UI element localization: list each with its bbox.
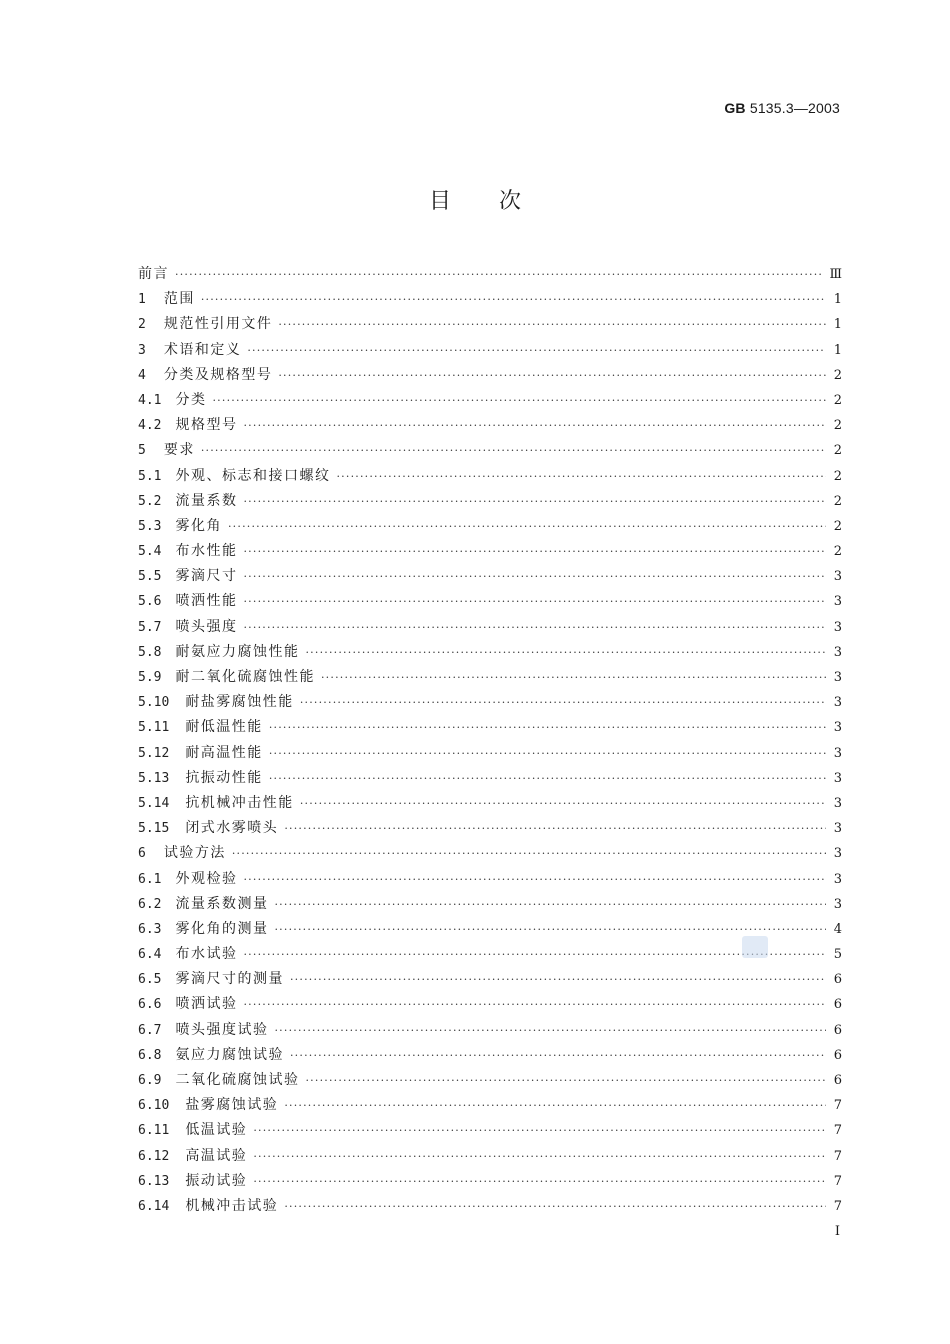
toc-entry-number: 6.7 (138, 1022, 162, 1038)
toc-entry-label: 喷头强度试验 (175, 1021, 269, 1038)
toc-entry-number: 5.14 (138, 795, 170, 811)
toc-entry-number: 4.2 (138, 418, 162, 434)
toc-entry-label: 规范性引用文件 (163, 316, 273, 333)
toc-entry-label: 耐盐雾腐蚀性能 (185, 694, 294, 711)
toc-leader-dots (278, 312, 826, 337)
toc-entry[interactable] (138, 1068, 842, 1093)
toc-leader-dots (278, 363, 826, 388)
toc-entry-page: 5 (833, 947, 842, 963)
toc-entry[interactable] (138, 514, 842, 539)
toc-entry-page: 1 (833, 317, 842, 333)
toc-entry-page: 6 (833, 1073, 842, 1088)
toc-leader-dots (232, 841, 826, 866)
toc-entry-page: 4 (833, 921, 842, 937)
toc-entry-label: 术语和定义 (163, 341, 242, 358)
toc-entry-label: 分类及规格型号 (163, 366, 273, 383)
toc-entry-number: 6.5 (138, 972, 162, 988)
toc-entry-label: 要求 (163, 442, 195, 459)
toc-leader-dots (243, 992, 826, 1017)
toc-entry-number: 6.4 (138, 947, 162, 963)
toc-leader-dots (243, 413, 826, 438)
toc-entry-label: 雾滴尺寸的测量 (175, 971, 284, 988)
toc-entry-label: 耐氨应力腐蚀性能 (175, 643, 300, 660)
toc-entry[interactable] (138, 992, 842, 1017)
toc-leader-dots (284, 1194, 826, 1219)
toc-entry[interactable] (138, 312, 842, 337)
toc-entry-number: 5.4 (138, 544, 162, 560)
toc-entry-page: 2 (833, 392, 842, 408)
toc-entry-number: 6.9 (138, 1073, 162, 1088)
toc-entry-number: 5.1 (138, 468, 162, 484)
toc-leader-dots (201, 438, 826, 463)
toc-entry-label: 盐雾腐蚀试验 (185, 1097, 279, 1114)
toc-entry-label: 布水试验 (175, 946, 238, 963)
toc-entry-page: 3 (833, 670, 842, 685)
toc-entry[interactable] (138, 1169, 842, 1194)
toc-entry[interactable] (138, 589, 842, 614)
toc-entry-number: 5.7 (138, 619, 162, 635)
toc-entry[interactable] (138, 640, 842, 665)
toc-entry-label: 分类 (175, 391, 207, 408)
toc-entry[interactable] (138, 1018, 842, 1043)
toc-leader-dots (243, 867, 826, 892)
toc-entry-label: 雾滴尺寸 (175, 568, 238, 585)
toc-entry-page: 3 (833, 644, 842, 660)
toc-entry-number: 6.11 (138, 1123, 170, 1139)
toc-entry[interactable] (138, 539, 842, 564)
table-of-contents (138, 262, 842, 1219)
toc-entry-page: 3 (833, 695, 842, 711)
toc-leader-dots (228, 514, 826, 539)
toc-entry-page: 3 (833, 619, 842, 635)
toc-leader-dots (247, 338, 826, 363)
toc-entry-label: 高温试验 (185, 1147, 248, 1164)
toc-entry-label: 外观检验 (175, 870, 238, 887)
toc-entry-page: 3 (833, 745, 842, 761)
toc-entry[interactable] (138, 489, 842, 514)
toc-entry[interactable] (138, 917, 842, 942)
toc-entry-page: 3 (833, 896, 842, 912)
toc-entry[interactable] (138, 1043, 842, 1068)
toc-entry-number: 6.1 (138, 871, 162, 887)
toc-leader-dots (274, 1018, 826, 1043)
toc-leader-dots (243, 589, 826, 614)
toc-entry[interactable] (138, 715, 842, 740)
toc-entry-label: 抗机械冲击性能 (185, 794, 294, 811)
toc-entry-page: 6 (833, 997, 842, 1013)
toc-leader-dots (290, 967, 826, 992)
watermark-stamp (742, 936, 768, 958)
toc-entry-number: 6.2 (138, 896, 162, 912)
toc-entry-page: 3 (833, 846, 842, 862)
toc-entry-page: 6 (833, 1022, 842, 1038)
toc-leader-dots (300, 690, 826, 715)
toc-leader-dots (175, 262, 823, 287)
standard-prefix: GB (724, 100, 746, 116)
toc-leader-dots (284, 816, 826, 841)
toc-entry-label: 流量系数测量 (175, 895, 269, 912)
toc-entry-number: 6.10 (138, 1098, 170, 1114)
toc-entry-page: Ⅲ (829, 267, 842, 282)
toc-entry-label: 雾化角的测量 (175, 920, 269, 937)
toc-entry[interactable] (138, 388, 842, 413)
toc-leader-dots (269, 741, 826, 766)
toc-entry-label: 喷头强度 (175, 618, 238, 635)
toc-entry-label: 二氧化硫腐蚀试验 (175, 1072, 300, 1088)
toc-entry[interactable] (138, 338, 842, 363)
toc-entry-page: 2 (833, 544, 842, 560)
toc-entry[interactable] (138, 791, 842, 816)
toc-leader-dots (212, 388, 826, 413)
toc-entry-page: 2 (833, 367, 842, 383)
toc-entry[interactable] (138, 1144, 842, 1169)
toc-leader-dots (201, 287, 826, 312)
toc-entry-number: 5.13 (138, 770, 170, 786)
toc-entry-number: 5.12 (138, 745, 170, 761)
toc-entry-label: 雾化角 (175, 517, 222, 534)
toc-entry[interactable] (138, 1194, 842, 1219)
toc-leader-dots (269, 766, 826, 791)
toc-entry[interactable] (138, 665, 842, 690)
toc-entry[interactable] (138, 816, 842, 841)
toc-leader-dots (305, 640, 826, 665)
standard-number (724, 100, 840, 116)
toc-entry-number: 6.8 (138, 1047, 162, 1063)
toc-entry-number: 6.6 (138, 997, 162, 1013)
toc-entry-page: 3 (833, 871, 842, 887)
toc-leader-dots (243, 489, 826, 514)
toc-entry-number: 6.14 (138, 1198, 170, 1214)
toc-entry[interactable] (138, 564, 842, 589)
toc-entry-label: 试验方法 (163, 845, 226, 862)
toc-entry[interactable] (138, 690, 842, 715)
toc-entry[interactable] (138, 363, 842, 388)
toc-entry-label: 外观、标志和接口螺纹 (175, 467, 331, 484)
toc-entry-label: 前言 (138, 266, 169, 282)
toc-leader-dots (243, 942, 826, 967)
toc-entry-label: 耐低温性能 (185, 719, 263, 736)
toc-entry-page: 7 (833, 1123, 842, 1139)
toc-entry-label: 抗振动性能 (185, 769, 263, 786)
toc-leader-dots (269, 715, 826, 740)
toc-entry-page: 7 (833, 1198, 842, 1214)
toc-entry[interactable] (138, 967, 842, 992)
toc-entry-label: 耐二氧化硫腐蚀性能 (175, 669, 315, 685)
toc-entry-page: 3 (833, 821, 842, 837)
toc-entry-page: 2 (833, 493, 842, 509)
toc-entry[interactable] (138, 1093, 842, 1118)
toc-entry-number: 5.8 (138, 644, 162, 660)
toc-leader-dots (243, 564, 826, 589)
toc-entry[interactable] (138, 262, 842, 287)
toc-entry-number: 2 (138, 317, 146, 333)
toc-leader-dots (305, 1068, 826, 1093)
toc-entry-label: 喷洒性能 (175, 593, 238, 610)
toc-entry-number: 5.6 (138, 594, 162, 610)
toc-entry-label: 闭式水雾喷头 (185, 820, 279, 837)
toc-entry-number: 4 (138, 367, 146, 383)
toc-entry-label: 布水性能 (175, 543, 238, 560)
toc-entry-label: 喷洒试验 (175, 996, 238, 1013)
toc-entry[interactable] (138, 287, 842, 312)
toc-entry-number: 5 (138, 443, 146, 459)
toc-entry[interactable] (138, 766, 842, 791)
toc-entry-number: 5.3 (138, 518, 162, 534)
toc-entry-page: 2 (833, 443, 842, 459)
toc-entry[interactable] (138, 464, 842, 489)
toc-entry-number: 6.12 (138, 1148, 170, 1164)
toc-entry-page: 2 (833, 468, 842, 484)
toc-entry-page: 2 (833, 418, 842, 434)
toc-leader-dots (253, 1144, 826, 1169)
toc-entry-page: 1 (833, 342, 842, 358)
toc-entry-page: 6 (833, 1047, 842, 1063)
toc-entry[interactable] (138, 942, 842, 967)
toc-entry-number: 6.3 (138, 921, 162, 937)
toc-entry-label: 流量系数 (175, 492, 238, 509)
toc-entry-number: 6.13 (138, 1173, 170, 1189)
toc-entry[interactable] (138, 892, 842, 917)
toc-leader-dots (243, 539, 826, 564)
toc-entry[interactable] (138, 841, 842, 866)
toc-entry-page: 3 (833, 720, 842, 736)
toc-entry-page: 6 (833, 972, 842, 988)
toc-entry-number: 5.10 (138, 695, 170, 711)
toc-entry-page: 7 (833, 1098, 842, 1114)
toc-entry-label: 耐高温性能 (185, 744, 263, 761)
toc-entry[interactable] (138, 615, 842, 640)
toc-entry-number: 3 (138, 342, 146, 358)
toc-leader-dots (290, 1043, 826, 1068)
toc-entry-number: 6 (138, 846, 146, 862)
toc-leader-dots (321, 665, 826, 690)
toc-entry[interactable] (138, 741, 842, 766)
toc-entry-page: 3 (833, 795, 842, 811)
toc-entry-number: 5.2 (138, 493, 162, 509)
toc-entry[interactable] (138, 413, 842, 438)
toc-leader-dots (253, 1169, 826, 1194)
page-number: I (834, 1224, 840, 1239)
toc-entry-page: 1 (833, 292, 842, 308)
toc-entry-label: 范围 (163, 291, 195, 308)
toc-entry-label: 规格型号 (175, 417, 238, 434)
toc-entry-page: 2 (833, 518, 842, 534)
toc-entry[interactable] (138, 438, 842, 463)
toc-entry-page: 3 (833, 594, 842, 610)
toc-entry-page: 3 (833, 569, 842, 585)
toc-entry-number: 5.15 (138, 821, 170, 837)
toc-entry-number: 5.5 (138, 569, 162, 585)
toc-leader-dots (253, 1118, 826, 1143)
toc-entry-label: 振动试验 (185, 1172, 248, 1189)
toc-entry-label: 机械冲击试验 (185, 1197, 279, 1214)
toc-leader-dots (274, 892, 826, 917)
toc-leader-dots (300, 791, 826, 816)
toc-entry-number: 5.11 (138, 720, 170, 736)
toc-entry-label: 氨应力腐蚀试验 (175, 1046, 284, 1063)
toc-entry-number: 4.1 (138, 392, 162, 408)
toc-entry[interactable] (138, 867, 842, 892)
toc-entry-label: 低温试验 (185, 1122, 248, 1139)
toc-entry-page: 3 (833, 770, 842, 786)
toc-leader-dots (284, 1093, 826, 1118)
standard-code: 5135.3—2003 (749, 100, 840, 116)
toc-entry-number: 5.9 (138, 670, 162, 685)
toc-entry-page: 7 (833, 1173, 842, 1189)
toc-entry-page: 7 (833, 1148, 842, 1164)
toc-leader-dots (243, 615, 826, 640)
page-title: 目次 (428, 189, 569, 214)
toc-leader-dots (336, 464, 826, 489)
toc-entry-number: 1 (138, 292, 146, 308)
toc-entry[interactable] (138, 1118, 842, 1143)
